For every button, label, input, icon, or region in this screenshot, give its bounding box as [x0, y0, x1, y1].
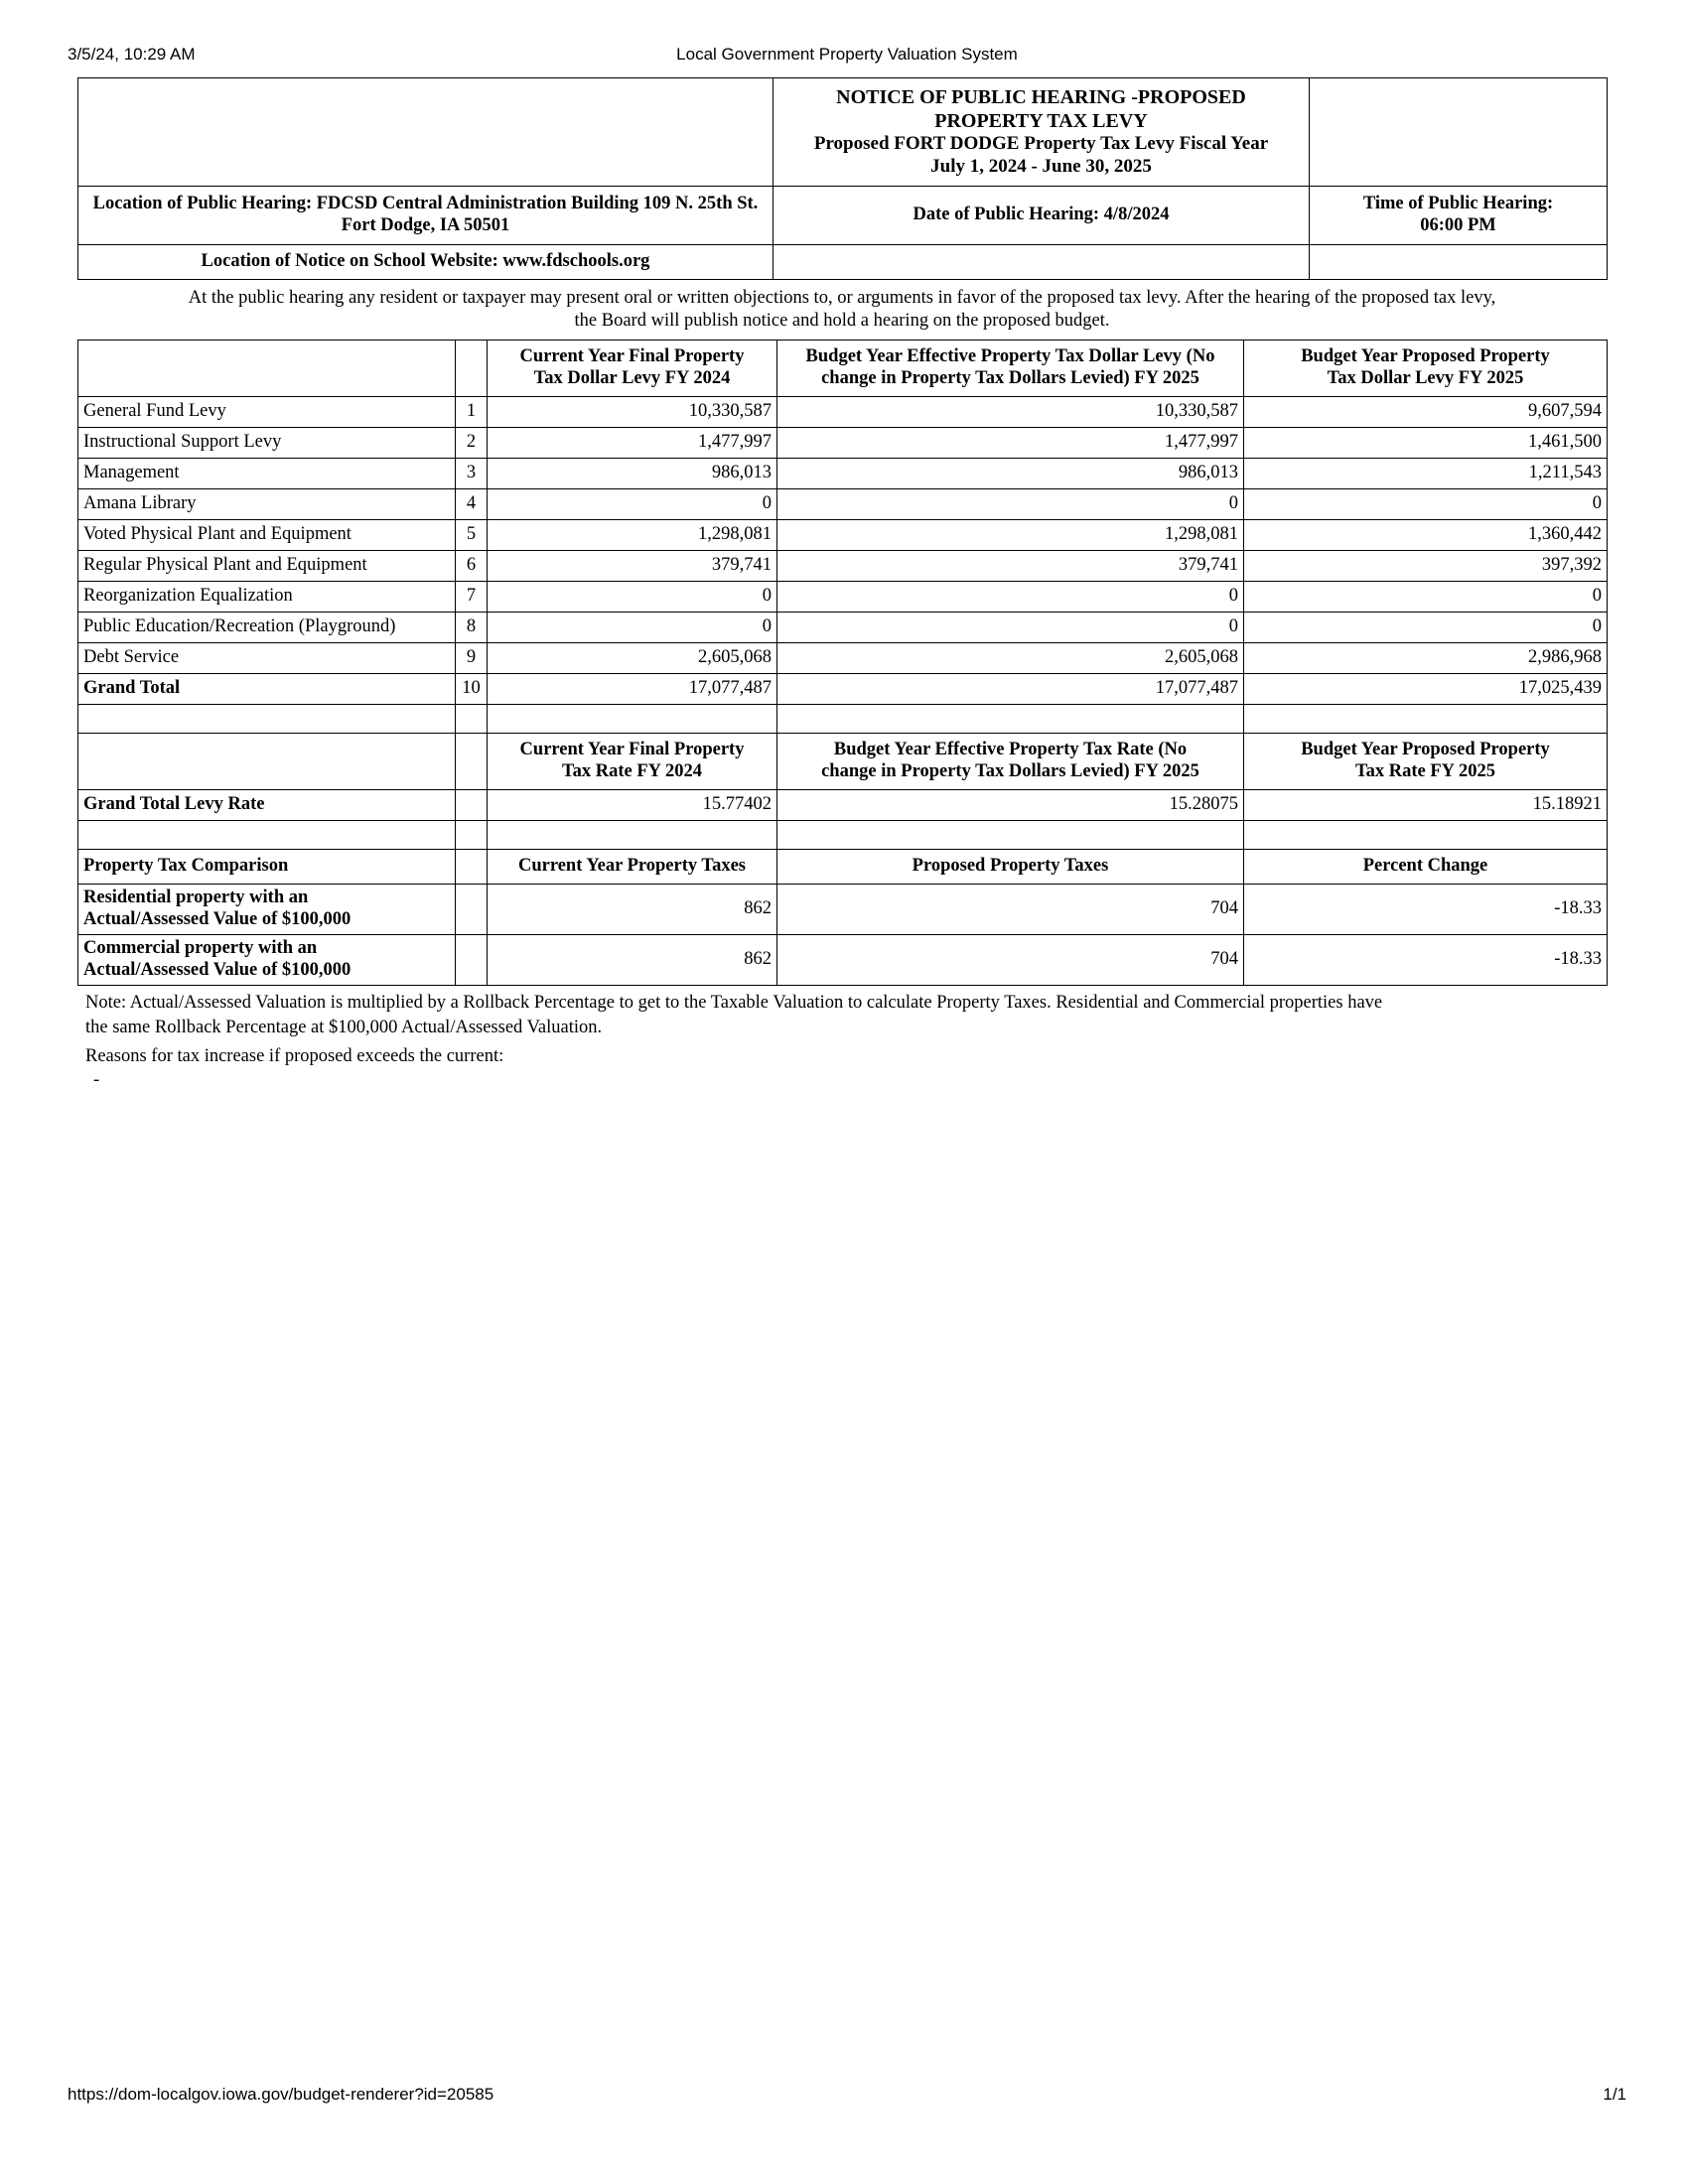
levy-row-label: Grand Total [78, 674, 456, 705]
notice-title-line4: July 1, 2024 - June 30, 2025 [930, 155, 1152, 177]
levy-row-current: 0 [488, 489, 777, 520]
levy-row-proposed: 397,392 [1244, 551, 1608, 582]
rate-row-number [456, 790, 488, 821]
spacer-cell [1244, 821, 1608, 850]
levy-row-proposed: 2,986,968 [1244, 643, 1608, 674]
levy-row-effective: 379,741 [777, 551, 1244, 582]
rate-header-proposed-l1: Budget Year Proposed Property [1301, 740, 1550, 760]
levy-row-number: 8 [456, 613, 488, 643]
levy-row-effective: 0 [777, 613, 1244, 643]
comparison-row-label [78, 935, 456, 986]
print-header-title: Local Government Property Valuation System [676, 45, 1018, 64]
levy-header-current-year-l1: Current Year Final Property [519, 346, 745, 367]
levy-table-header-row [78, 341, 1608, 397]
comparison-row-label-l2: Actual/Assessed Value of $100,000 [83, 909, 352, 930]
table-row [78, 397, 1608, 428]
levy-row-number: 9 [456, 643, 488, 674]
levy-header-blank [78, 341, 456, 397]
rate-header-current-year-l1: Current Year Final Property [519, 740, 745, 760]
rate-header-num [456, 734, 488, 790]
notice-title-line1: NOTICE OF PUBLIC HEARING -PROPOSED [836, 86, 1246, 108]
reasons-label: Reasons for tax increase if proposed exceeds the current: [85, 1045, 504, 1066]
spacer-cell [488, 705, 777, 734]
spacer-cell [488, 821, 777, 850]
hearing-date-cell: Date of Public Hearing: 4/8/2024 [774, 187, 1310, 245]
website-blank-cell-mid [774, 245, 1310, 280]
levy-row-number: 3 [456, 459, 488, 489]
levy-row-effective: 986,013 [777, 459, 1244, 489]
spacer-cell [456, 705, 488, 734]
rate-row-current: 15.77402 [488, 790, 777, 821]
levy-row-label: Debt Service [78, 643, 456, 674]
rate-row-effective: 15.28075 [777, 790, 1244, 821]
levy-header-proposed-l1: Budget Year Proposed Property [1301, 346, 1550, 367]
levy-row-label: Amana Library [78, 489, 456, 520]
notes-section [77, 992, 1607, 1093]
hearing-time-cell [1310, 187, 1608, 245]
rate-header-proposed-l2: Tax Rate FY 2025 [1355, 761, 1495, 782]
comparison-row-proposed: 704 [777, 935, 1244, 986]
levy-row-current: 379,741 [488, 551, 777, 582]
rate-row-label: Grand Total Levy Rate [78, 790, 456, 821]
print-header-timestamp: 3/5/24, 10:29 AM [68, 45, 196, 64]
levy-row-current: 1,477,997 [488, 428, 777, 459]
table-row [78, 885, 1608, 935]
levy-header-current-year [488, 341, 777, 397]
levy-table [77, 340, 1608, 986]
comparison-header-num [456, 850, 488, 885]
levy-row-effective: 1,298,081 [777, 520, 1244, 551]
spacer-row [78, 821, 1608, 850]
levy-row-number: 10 [456, 674, 488, 705]
comparison-row-current: 862 [488, 885, 777, 935]
table-row [78, 613, 1608, 643]
reasons-value: - [93, 1070, 100, 1091]
hearing-time-value: 06:00 PM [1420, 215, 1496, 235]
levy-row-current: 2,605,068 [488, 643, 777, 674]
levy-row-current: 17,077,487 [488, 674, 777, 705]
spacer-cell [78, 821, 456, 850]
rate-header-current-year-l2: Tax Rate FY 2024 [562, 761, 702, 782]
rate-header-proposed [1244, 734, 1608, 790]
hearing-location-cell: Location of Public Hearing: FDCSD Central Administration Building 109 N. 25th St. Fort Dodge, IA 50501 [78, 187, 774, 245]
spacer-cell [1244, 705, 1608, 734]
table-row [78, 78, 1608, 187]
levy-row-label: Reorganization Equalization [78, 582, 456, 613]
comparison-row-num [456, 935, 488, 986]
comparison-header-row [78, 850, 1608, 885]
table-row-grand-total-rate [78, 790, 1608, 821]
levy-row-label: Management [78, 459, 456, 489]
note-line1: Note: Actual/Assessed Valuation is multiplied by a Rollback Percentage to get to the Taxable Valuation to calculate Property Taxes. Residential and Commercial properties have [85, 993, 1383, 1014]
comparison-header-proposed: Proposed Property Taxes [777, 850, 1244, 885]
levy-row-number: 7 [456, 582, 488, 613]
table-row [78, 489, 1608, 520]
levy-row-effective: 0 [777, 582, 1244, 613]
levy-row-label: Public Education/Recreation (Playground) [78, 613, 456, 643]
comparison-row-change: -18.33 [1244, 885, 1608, 935]
levy-row-current: 986,013 [488, 459, 777, 489]
hearing-intro-line1: At the public hearing any resident or taxpayer may present oral or written objections to, or arguments in favor of the proposed tax levy. After the hearing of the proposed tax levy, [188, 288, 1496, 308]
header-blank-cell [78, 78, 774, 187]
print-footer [68, 2085, 1626, 2107]
levy-row-proposed: 1,360,442 [1244, 520, 1608, 551]
rate-header-current-year [488, 734, 777, 790]
levy-row-label: General Fund Levy [78, 397, 456, 428]
levy-row-proposed: 9,607,594 [1244, 397, 1608, 428]
notice-document [77, 77, 1607, 1094]
levy-row-proposed: 1,211,543 [1244, 459, 1608, 489]
comparison-row-current: 862 [488, 935, 777, 986]
levy-row-proposed: 0 [1244, 613, 1608, 643]
note-line2: the same Rollback Percentage at $100,000 Actual/Assessed Valuation. [85, 1017, 603, 1037]
hearing-time-label: Time of Public Hearing: [1362, 194, 1554, 214]
levy-row-number: 4 [456, 489, 488, 520]
levy-row-effective: 1,477,997 [777, 428, 1244, 459]
levy-header-effective [777, 341, 1244, 397]
table-row [78, 551, 1608, 582]
table-row [78, 459, 1608, 489]
levy-row-number: 1 [456, 397, 488, 428]
levy-row-effective: 0 [777, 489, 1244, 520]
table-row [78, 935, 1608, 986]
spacer-cell [78, 705, 456, 734]
levy-header-proposed-l2: Tax Dollar Levy FY 2025 [1327, 368, 1524, 389]
table-row [78, 520, 1608, 551]
rate-row-proposed: 15.18921 [1244, 790, 1608, 821]
levy-row-proposed: 1,461,500 [1244, 428, 1608, 459]
comparison-header-change: Percent Change [1244, 850, 1608, 885]
spacer-cell [456, 821, 488, 850]
comparison-header-current: Current Year Property Taxes [488, 850, 777, 885]
spacer-row [78, 705, 1608, 734]
levy-row-number: 6 [456, 551, 488, 582]
comparison-row-num [456, 885, 488, 935]
levy-row-number: 2 [456, 428, 488, 459]
levy-header-current-year-l2: Tax Dollar Levy FY 2024 [533, 368, 731, 389]
print-header [68, 45, 1626, 67]
levy-row-effective: 10,330,587 [777, 397, 1244, 428]
levy-row-effective: 17,077,487 [777, 674, 1244, 705]
notice-title-line3: Proposed FORT DODGE Property Tax Levy Fiscal Year [813, 133, 1269, 155]
spacer-cell [777, 705, 1244, 734]
levy-row-proposed: 0 [1244, 582, 1608, 613]
comparison-row-label-l2: Actual/Assessed Value of $100,000 [83, 960, 352, 981]
levy-row-proposed: 0 [1244, 489, 1608, 520]
table-row [78, 245, 1608, 280]
levy-row-current: 10,330,587 [488, 397, 777, 428]
levy-row-label: Voted Physical Plant and Equipment [78, 520, 456, 551]
table-row [78, 428, 1608, 459]
table-row-grand-total [78, 674, 1608, 705]
levy-row-label: Instructional Support Levy [78, 428, 456, 459]
print-footer-url: https://dom-localgov.iowa.gov/budget-renderer?id=20585 [68, 2085, 494, 2104]
levy-row-proposed: 17,025,439 [1244, 674, 1608, 705]
hearing-intro-paragraph [77, 287, 1607, 333]
website-blank-cell-right [1310, 245, 1608, 280]
comparison-header-label: Property Tax Comparison [78, 850, 456, 885]
levy-header-num [456, 341, 488, 397]
table-row [78, 187, 1608, 245]
levy-header-proposed [1244, 341, 1608, 397]
notice-header-table [77, 77, 1608, 280]
comparison-row-proposed: 704 [777, 885, 1244, 935]
levy-row-effective: 2,605,068 [777, 643, 1244, 674]
levy-row-number: 5 [456, 520, 488, 551]
levy-row-label: Regular Physical Plant and Equipment [78, 551, 456, 582]
print-footer-page: 1/1 [1603, 2085, 1626, 2104]
levy-row-current: 0 [488, 613, 777, 643]
spacer-cell [777, 821, 1244, 850]
rate-header-effective [777, 734, 1244, 790]
rate-header-blank [78, 734, 456, 790]
rate-header-effective-l1: Budget Year Effective Property Tax Rate (No [833, 740, 1188, 760]
rate-table-header-row [78, 734, 1608, 790]
hearing-intro-line2: the Board will publish notice and hold a hearing on the proposed budget. [574, 311, 1110, 332]
levy-header-effective-l1: Budget Year Effective Property Tax Dollar Levy (No [805, 346, 1215, 367]
comparison-row-label-l1: Residential property with an [83, 887, 309, 908]
notice-title-cell [774, 78, 1310, 187]
header-blank-cell-right [1310, 78, 1608, 187]
comparison-row-change: -18.33 [1244, 935, 1608, 986]
comparison-row-label-l1: Commercial property with an [83, 938, 318, 959]
table-row [78, 643, 1608, 674]
table-row [78, 582, 1608, 613]
rate-header-effective-l2: change in Property Tax Dollars Levied) FY 2025 [821, 761, 1199, 782]
comparison-row-label [78, 885, 456, 935]
levy-row-current: 0 [488, 582, 777, 613]
levy-header-effective-l2: change in Property Tax Dollars Levied) FY 2025 [821, 368, 1199, 389]
website-notice-cell: Location of Notice on School Website: www.fdschools.org [78, 245, 774, 280]
levy-row-current: 1,298,081 [488, 520, 777, 551]
notice-title-line2: PROPERTY TAX LEVY [934, 109, 1148, 132]
